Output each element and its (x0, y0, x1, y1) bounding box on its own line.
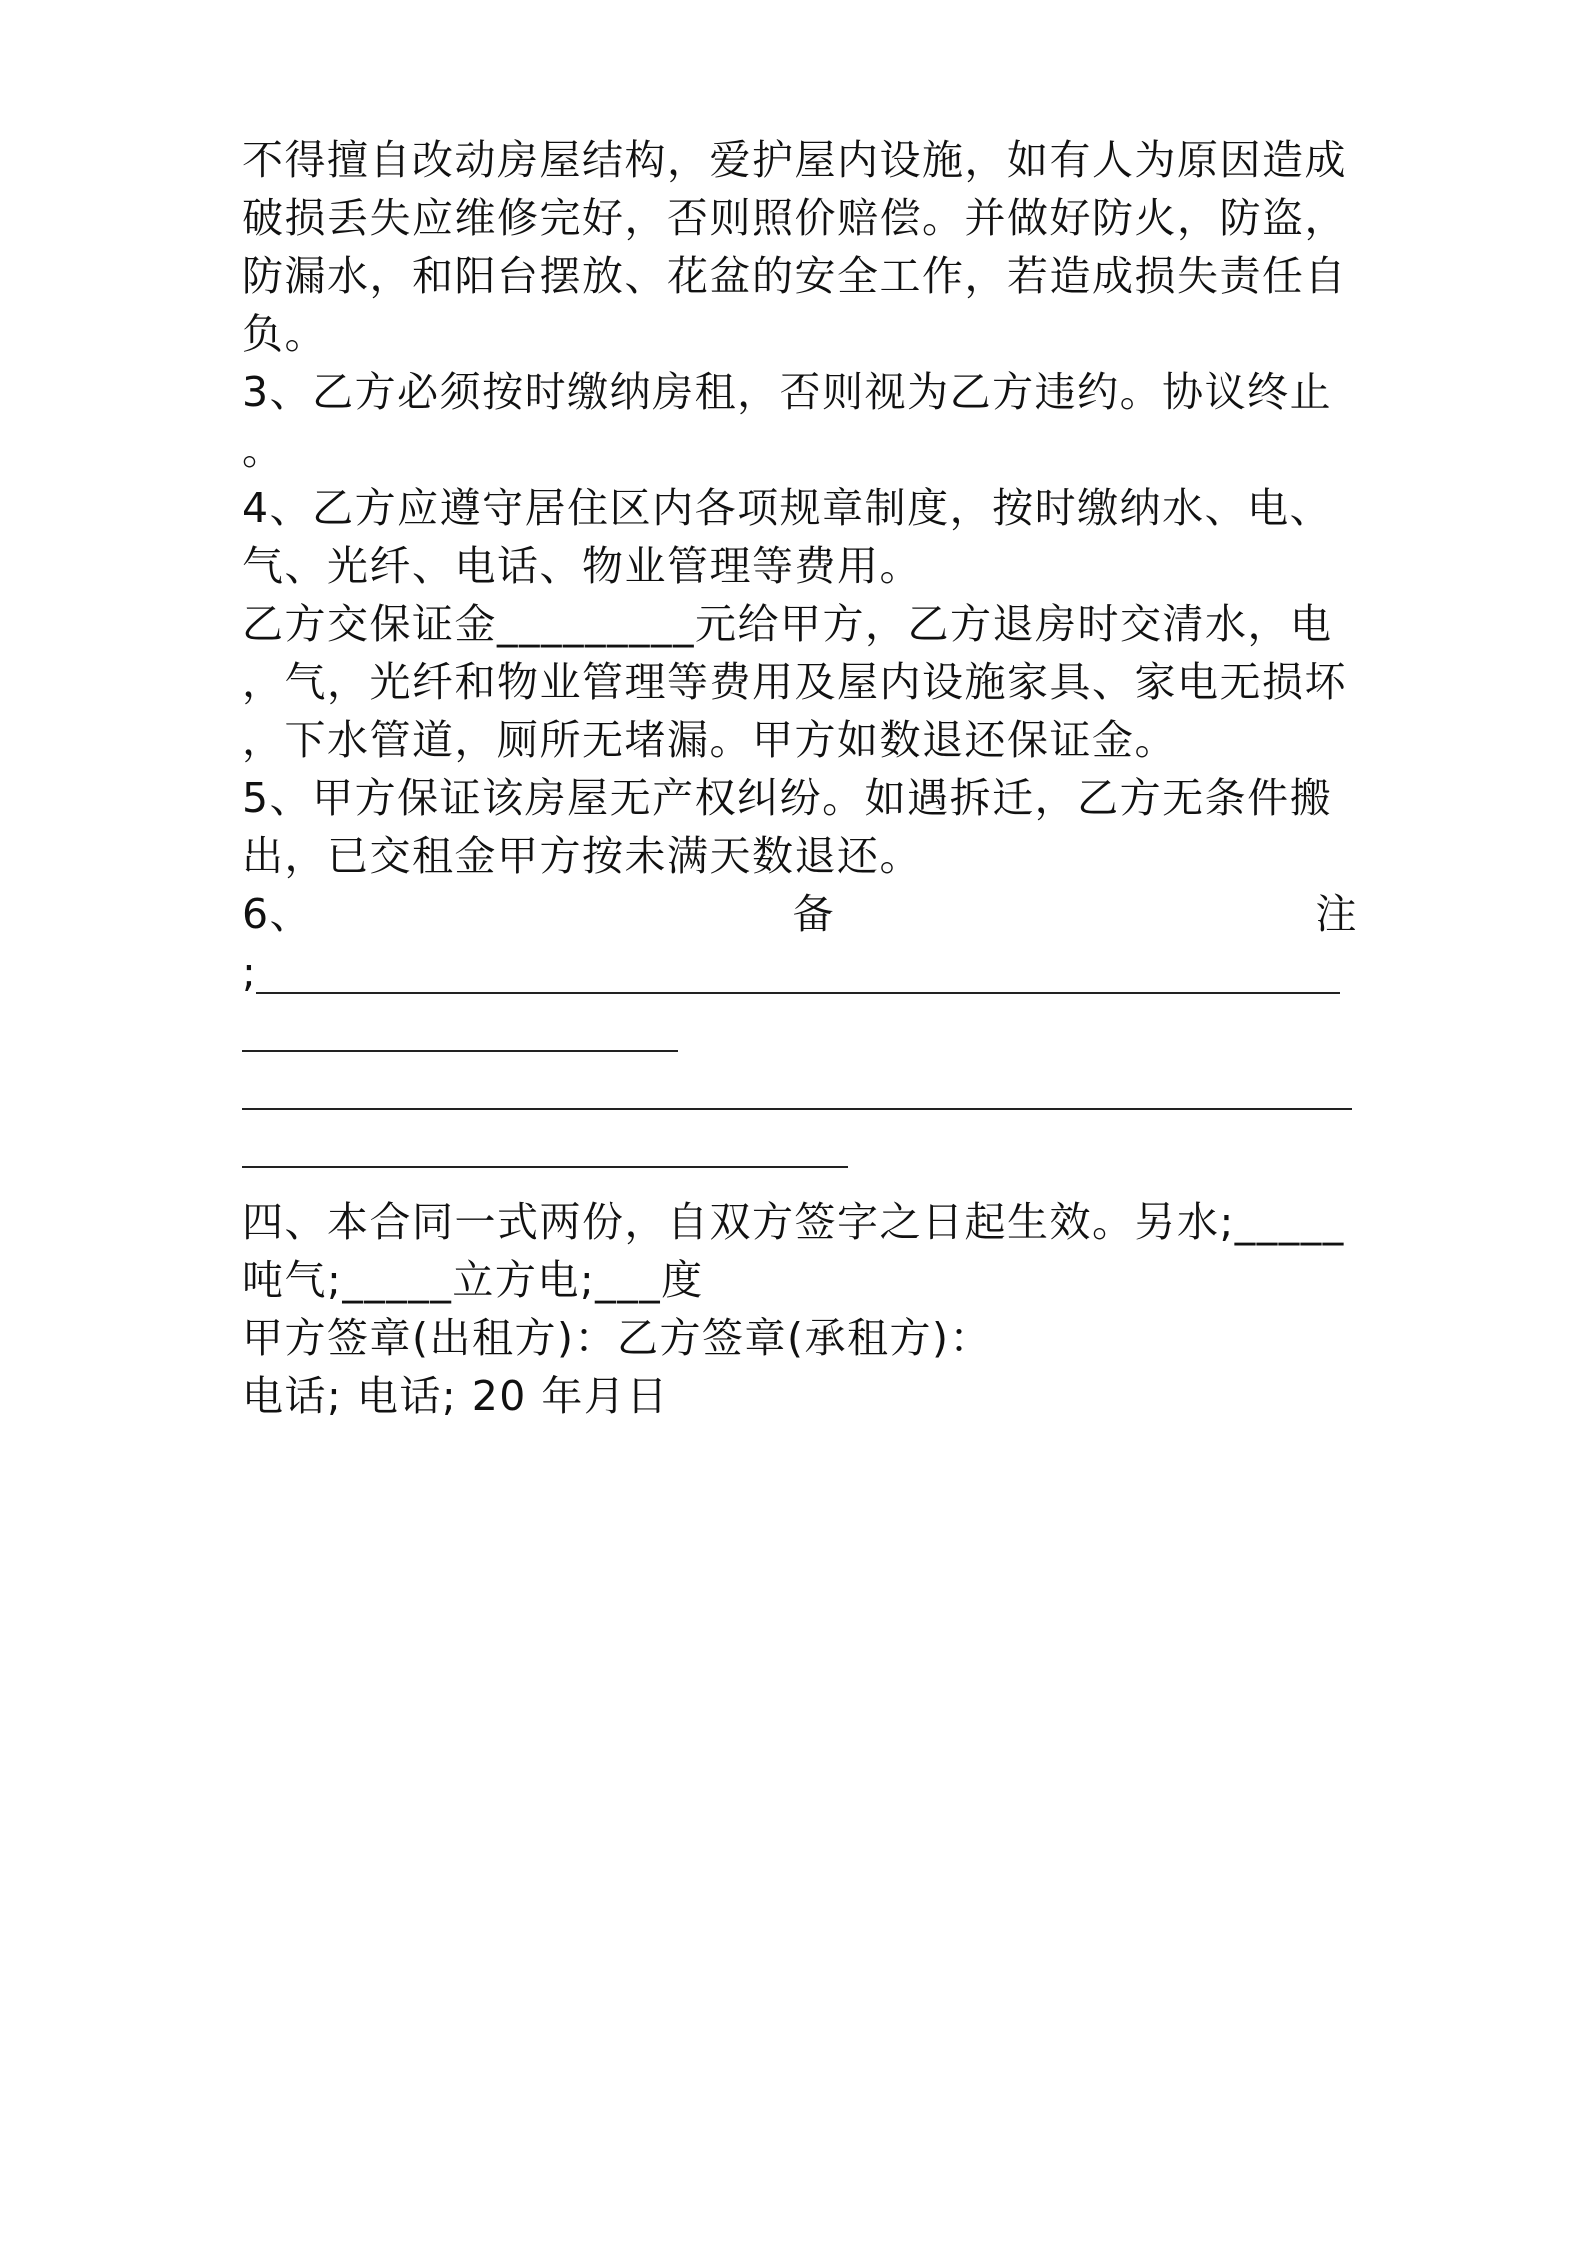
remark-semicolon: ; (242, 948, 256, 996)
clause-four: 四、本合同一式两份，自双方签字之日起生效。另水;_____ (242, 1198, 1345, 1246)
text-line: 破损丢失应维修完好，否则照价赔偿。并做好防火，防盗， (242, 194, 1347, 242)
clause-3: 3、乙方必须按时缴纳房租，否则视为乙方违约。协议终止 (242, 368, 1333, 416)
remark-char-2: 注 (1315, 890, 1358, 938)
text-line: 。 (242, 426, 285, 474)
text-line: ，气，光纤和物业管理等费用及屋内设施家具、家电无损坏 (242, 658, 1347, 706)
clause-6-remarks (242, 884, 1358, 944)
signature-line: 甲方签章(出租方)：乙方签章(承租方)： (242, 1314, 992, 1362)
deposit-line: 乙方交保证金_________元给甲方，乙方退房时交清水，电 (242, 600, 1333, 648)
utility-readings: 吨气;_____立方电;___度 (242, 1256, 704, 1304)
clause-5: 5、甲方保证该房屋无产权纠纷。如遇拆迁，乙方无条件搬 (242, 774, 1333, 822)
text-line: 气、光纤、电话、物业管理等费用。 (242, 542, 922, 590)
remark-blank-line (242, 1166, 848, 1168)
remark-char-1: 备 (792, 890, 836, 938)
remark-blank-line (256, 992, 1340, 994)
phone-date-line: 电话; 电话; 20 年月日 (242, 1372, 669, 1420)
remark-blank-line (242, 1050, 678, 1052)
text-line: ，下水管道，厕所无堵漏。甲方如数退还保证金。 (242, 716, 1177, 764)
text-line: 防漏水，和阳台摆放、花盆的安全工作，若造成损失责任自 (242, 252, 1347, 300)
text-line: 不得擅自改动房屋结构，爱护屋内设施，如有人为原因造成 (242, 136, 1347, 184)
text-line: 负。 (242, 310, 327, 358)
text-line: 出，已交租金甲方按未满天数退还。 (242, 832, 922, 880)
remark-number: 6、 (242, 890, 313, 938)
clause-4: 4、乙方应遵守居住区内各项规章制度，按时缴纳水、电、 (242, 484, 1333, 532)
remark-blank-line (242, 1108, 1352, 1110)
